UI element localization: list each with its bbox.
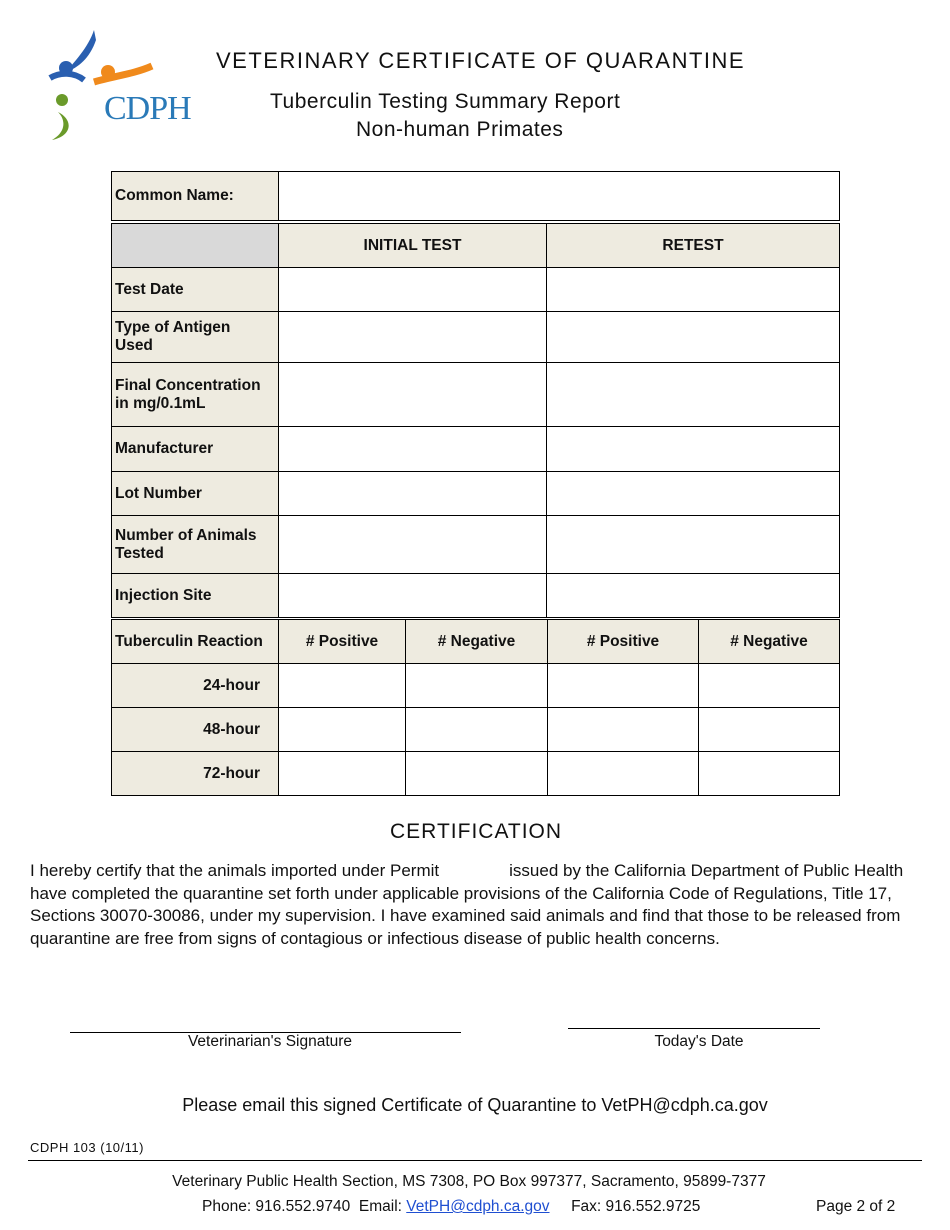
common-name-label: Common Name: [112,172,279,221]
retest-negative-header: # Negative [699,620,840,664]
h48-initial-negative-field[interactable] [406,708,548,752]
footer-email-label: Email: [358,1198,402,1215]
common-name-table [111,171,840,221]
test-date-initial-field[interactable] [279,268,547,312]
initial-negative-header: # Negative [406,620,548,664]
animals-tested-label: Number of Animals Tested [112,516,279,574]
hour-24-label: 24-hour [112,664,279,708]
injection-site-initial-field[interactable] [279,574,547,618]
manufacturer-label: Manufacturer [112,427,279,472]
h72-retest-positive-field[interactable] [548,752,699,796]
h24-retest-negative-field[interactable] [699,664,840,708]
hour-72-label: 72-hour [112,752,279,796]
h48-initial-positive-field[interactable] [279,708,406,752]
h24-initial-positive-field[interactable] [279,664,406,708]
page-title: VETERINARY CERTIFICATE OF QUARANTINE [216,48,746,73]
hour-48-label: 48-hour [112,708,279,752]
form-id: CDPH 103 (10/11) [30,1140,144,1155]
h48-retest-negative-field[interactable] [699,708,840,752]
test-date-label: Test Date [112,268,279,312]
footer-contact [202,1198,700,1216]
manufacturer-initial-field[interactable] [279,427,547,472]
retest-positive-header: # Positive [548,620,699,664]
h72-retest-negative-field[interactable] [699,752,840,796]
footer-fax: Fax: 916.552.9725 [571,1198,701,1215]
page-subtitle: Tuberculin Testing Summary Report [270,90,621,113]
concentration-initial-field[interactable] [279,363,547,427]
injection-site-label: Injection Site [112,574,279,618]
page-number: Page 2 of 2 [816,1198,896,1215]
certification-heading: CERTIFICATION [390,820,563,843]
page-subtitle-2: Non-human Primates [356,118,564,141]
date-line[interactable] [568,1028,820,1029]
h72-initial-positive-field[interactable] [279,752,406,796]
footer-address: Veterinary Public Health Section, MS 7308, PO Box 997377, Sacramento, 95899-7377 [172,1173,766,1190]
h24-retest-positive-field[interactable] [548,664,699,708]
footer-divider [28,1160,922,1161]
reaction-table [111,619,840,796]
concentration-retest-field[interactable] [547,363,840,427]
lot-number-initial-field[interactable] [279,472,547,516]
manufacturer-retest-field[interactable] [547,427,840,472]
antigen-retest-field[interactable] [547,312,840,363]
signature-label: Veterinarian's Signature [187,1033,353,1050]
h48-retest-positive-field[interactable] [548,708,699,752]
common-name-field[interactable] [279,172,840,221]
retest-header: RETEST [547,224,840,268]
email-instruction: Please email this signed Certificate of Quarantine to VetPH@cdph.ca.gov [182,1095,768,1115]
cdph-logo [44,28,191,144]
animals-tested-initial-field[interactable] [279,516,547,574]
concentration-label: Final Concentration in mg/0.1mL [112,363,279,427]
footer-phone: Phone: 916.552.9740 [202,1198,351,1215]
date-label: Today's Date [654,1033,744,1050]
tuberculin-reaction-label: Tuberculin Reaction [112,620,279,664]
h72-initial-negative-field[interactable] [406,752,548,796]
certification-text: I hereby certify that the animals imported under Permit issued by the California Department of Public Health have completed the quarantine set forth under applicable provisions of the California Code of Regulations, Title 17, Sections 30070-30086, under my supervision. I have examined said animals and find that those to be released from quarantine are free from signs of contagious or infectious disease of public health concerns. [30,861,904,948]
test-date-retest-field[interactable] [547,268,840,312]
test-details-table [111,223,840,618]
initial-test-header: INITIAL TEST [279,224,547,268]
footer-email-link[interactable]: VetPH@cdph.ca.gov [406,1198,550,1215]
lot-number-label: Lot Number [112,472,279,516]
header-blank-cell [112,224,279,268]
injection-site-retest-field[interactable] [547,574,840,618]
animals-tested-retest-field[interactable] [547,516,840,574]
logo-wordmark: CDPH [104,90,191,127]
antigen-label: Type of Antigen Used [112,312,279,363]
antigen-initial-field[interactable] [279,312,547,363]
lot-number-retest-field[interactable] [547,472,840,516]
initial-positive-header: # Positive [279,620,406,664]
h24-initial-negative-field[interactable] [406,664,548,708]
